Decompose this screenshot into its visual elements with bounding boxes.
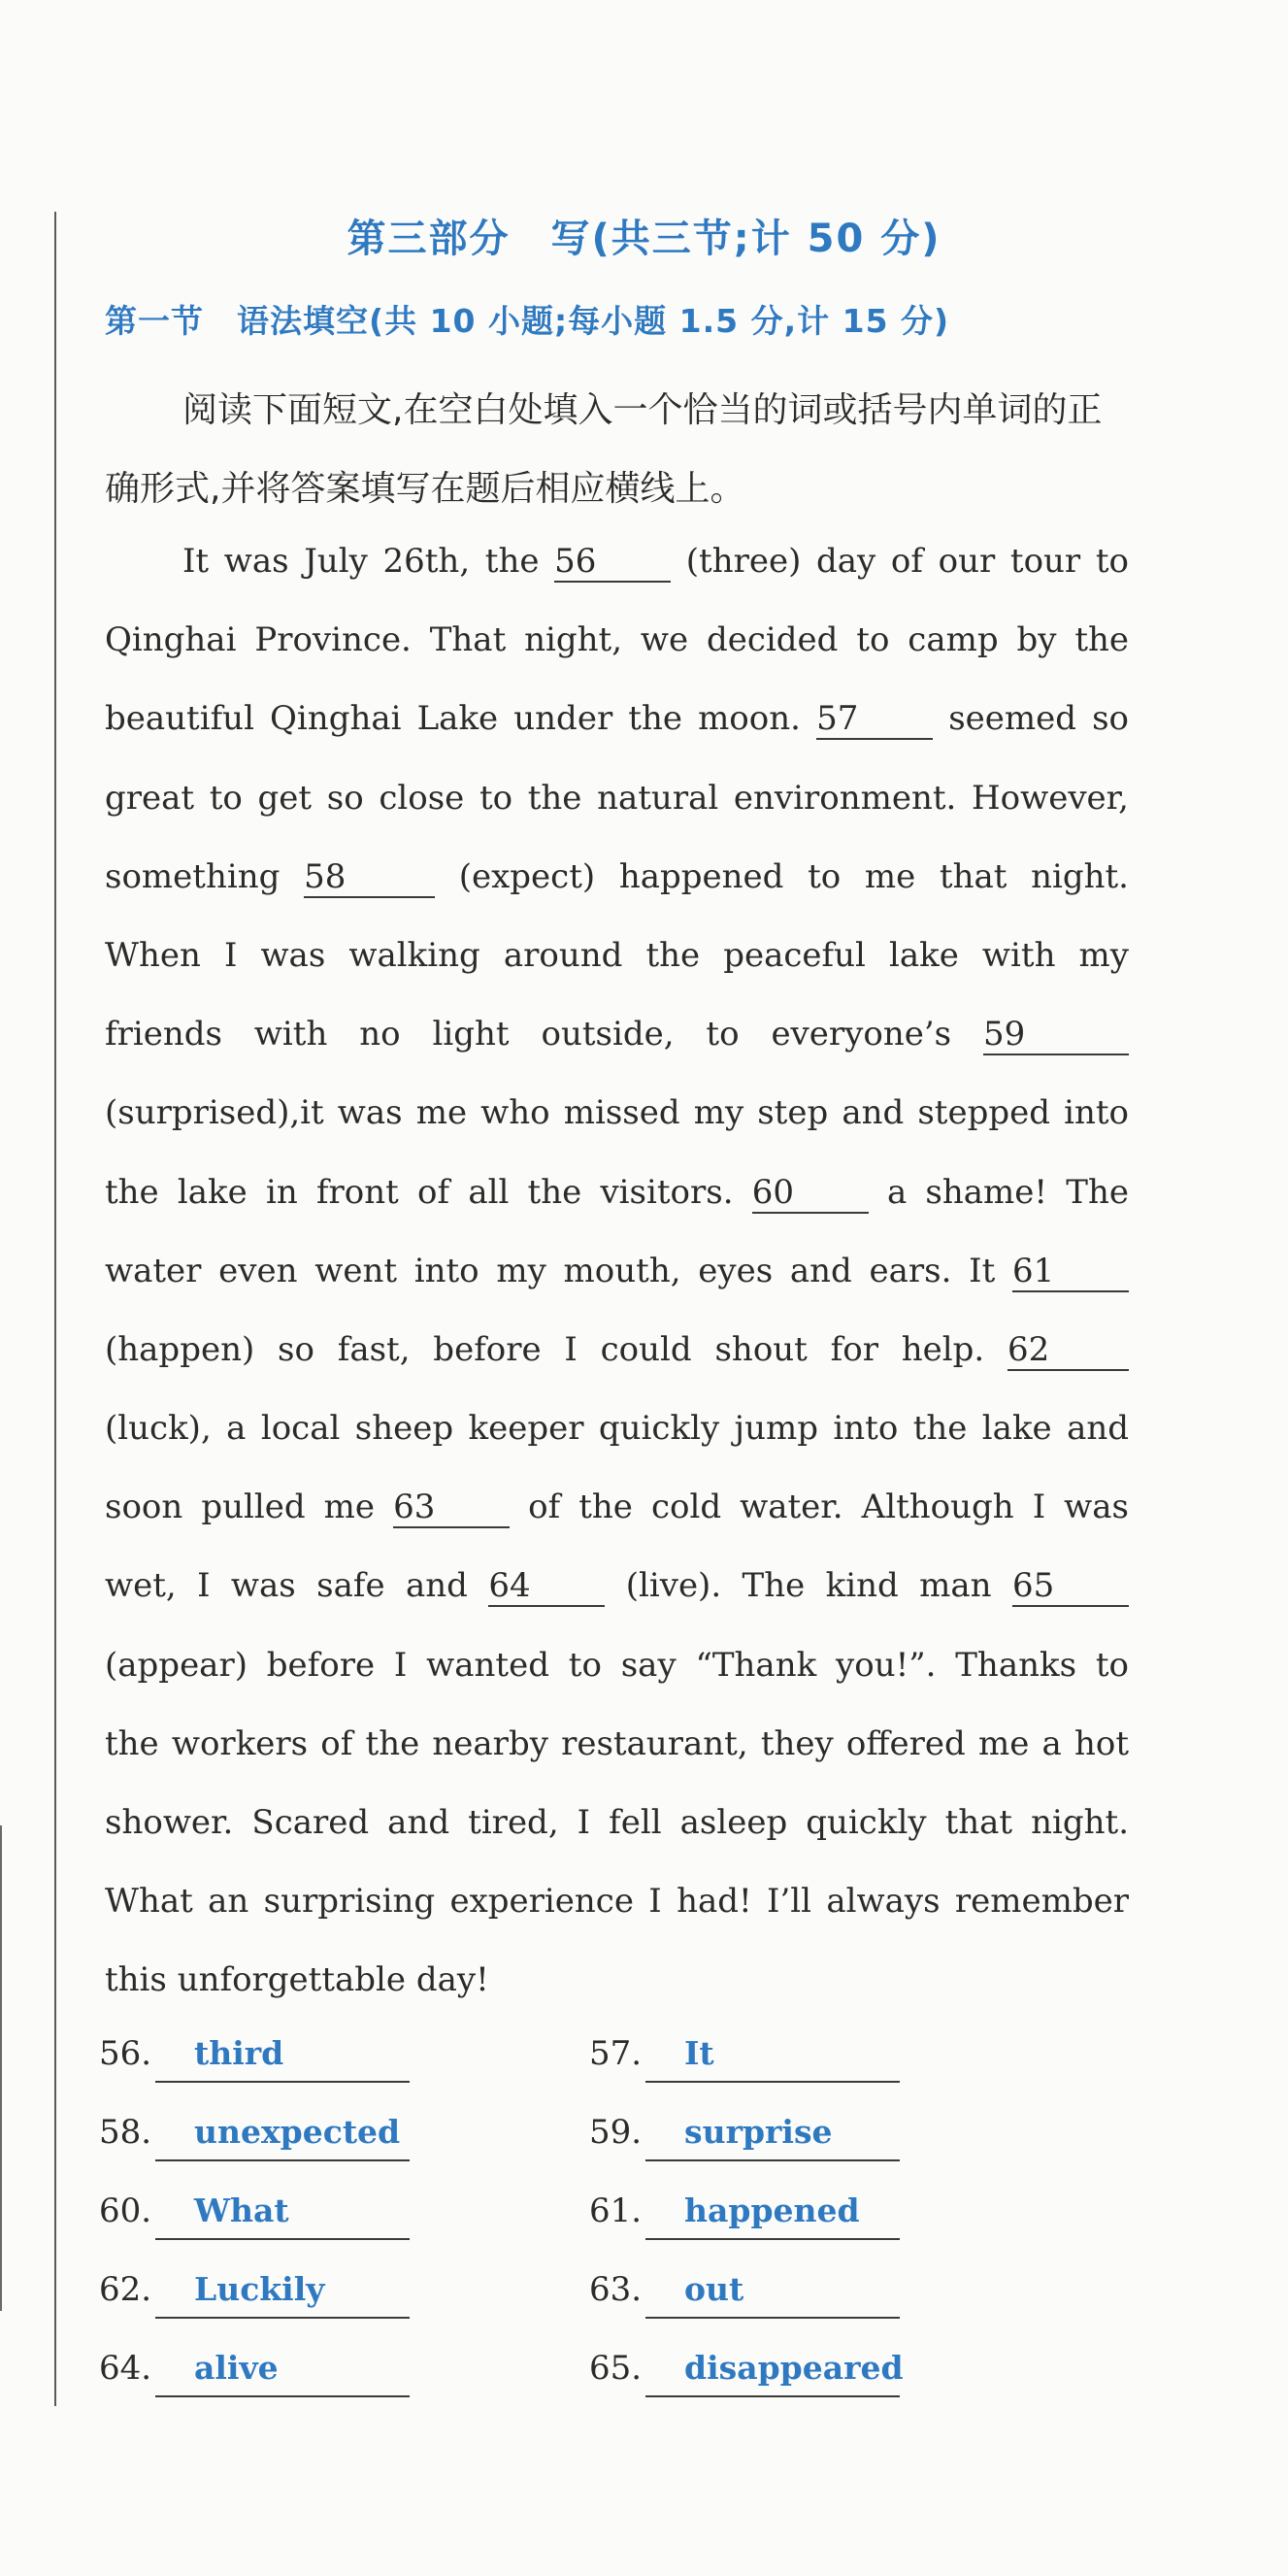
blank-57: 57 — [816, 699, 933, 740]
blank-56: 56 — [554, 542, 671, 583]
passage-text: (expect) happened to me that night. — [458, 856, 1129, 896]
answer-value: surprise — [645, 2105, 900, 2161]
passage-line — [105, 1154, 1129, 1232]
passage-text: the workers of the nearby restaurant, they offered me a hot — [105, 1723, 1129, 1763]
passage-line — [105, 1626, 1129, 1705]
passage-text: (appear) before I wanted to say “Thank you!”. Thanks to — [105, 1645, 1129, 1685]
answer-value: unexpected — [155, 2105, 410, 2161]
answer-value: It — [645, 2026, 900, 2083]
passage-text: something — [105, 856, 281, 896]
passage-line — [105, 1941, 1129, 2020]
passage-line — [105, 917, 1129, 995]
passage-text: water even went into my mouth, eyes and ears. It — [105, 1251, 996, 1290]
answer-number: 63. — [589, 2270, 643, 2309]
passage-line — [105, 1074, 1129, 1153]
answer-item — [589, 2103, 900, 2161]
passage-text: (three) day of our tour to — [685, 542, 1129, 581]
answer-item — [589, 2182, 900, 2240]
answer-value: happened — [645, 2184, 900, 2240]
passage-text: of the cold water. Although I was — [528, 1488, 1130, 1527]
answer-item — [99, 2103, 410, 2161]
answer-number: 62. — [99, 2270, 152, 2309]
passage-line — [105, 522, 1129, 601]
passage-line — [105, 759, 1129, 838]
blank-61: 61 — [1012, 1252, 1129, 1292]
passage-line — [105, 1547, 1129, 1625]
answer-value: What — [155, 2184, 410, 2240]
passage-text: Qinghai Province. That night, we decided to camp by the — [105, 620, 1129, 660]
answer-item — [99, 2024, 410, 2083]
answer-number: 56. — [99, 2034, 152, 2073]
answer-value: Luckily — [155, 2262, 410, 2319]
blank-64: 64 — [488, 1566, 605, 1607]
answer-item — [589, 2339, 904, 2397]
answer-number: 61. — [589, 2191, 643, 2230]
answer-row — [99, 2339, 973, 2418]
passage — [105, 522, 1129, 2021]
answer-value: alive — [155, 2341, 410, 2397]
passage-text: this unforgettable day! — [105, 1960, 489, 2000]
blank-59: 59 — [983, 1015, 1129, 1055]
answer-row — [99, 2024, 973, 2103]
passage-text: a shame! The — [886, 1172, 1129, 1212]
passage-text: the lake in front of all the visitors. — [105, 1172, 734, 1212]
answer-value: third — [155, 2026, 410, 2083]
passage-line — [105, 1232, 1129, 1311]
blank-63: 63 — [393, 1488, 510, 1528]
passage-line — [105, 680, 1129, 758]
page-margin-rule — [54, 212, 56, 2406]
passage-line — [105, 1311, 1129, 1389]
answer-number: 65. — [589, 2349, 643, 2388]
passage-text: What an surprising experience I had! I’ll always remember — [105, 1882, 1129, 1922]
passage-text: soon pulled me — [105, 1488, 376, 1527]
passage-text: friends with no light outside, to everyone’s — [105, 1015, 952, 1054]
blank-65: 65 — [1012, 1566, 1129, 1607]
answer-item — [99, 2182, 410, 2240]
passage-text: When I was walking around the peaceful lake with my — [105, 935, 1129, 975]
answer-item — [99, 2260, 410, 2319]
answer-number: 60. — [99, 2191, 152, 2230]
answer-row — [99, 2182, 973, 2260]
blank-62: 62 — [1007, 1330, 1129, 1371]
answer-item — [589, 2260, 900, 2319]
answer-number: 64. — [99, 2349, 152, 2388]
passage-text: beautiful Qinghai Lake under the moon. — [105, 699, 801, 739]
answer-number: 59. — [589, 2113, 643, 2152]
passage-text: (luck), a local sheep keeper quickly jump into the lake and — [105, 1409, 1129, 1449]
page-edge-rule — [0, 1825, 2, 2311]
passage-text: (surprised),it was me who missed my step and stepped into — [105, 1093, 1129, 1133]
answer-list — [99, 2024, 973, 2418]
answer-number: 57. — [589, 2034, 643, 2073]
answer-number: 58. — [99, 2113, 152, 2152]
answer-row — [99, 2103, 973, 2182]
passage-line — [105, 995, 1129, 1074]
blank-58: 58 — [304, 857, 435, 898]
answer-item — [99, 2339, 410, 2397]
passage-line — [105, 1389, 1129, 1468]
passage-line — [105, 1862, 1129, 1941]
instruction-text: 阅读下面短文,在空白处填入一个恰当的词或括号内单词的正确形式,并将答案填写在题后相应横线上。 — [105, 390, 1103, 509]
part-title: 第三部分 写(共三节;计 50 分) — [347, 217, 941, 261]
blank-60: 60 — [752, 1173, 869, 1214]
passage-line — [105, 838, 1129, 917]
answer-value: disappeared — [645, 2341, 900, 2397]
passage-line — [105, 1468, 1129, 1547]
passage-line — [105, 1784, 1129, 1862]
passage-text: shower. Scared and tired, I fell asleep quickly that night. — [105, 1803, 1129, 1842]
passage-text: (happen) so fast, before I could shout for help. — [105, 1329, 985, 1369]
section-title: 第一节 语法填空(共 10 小题;每小题 1.5 分,计 15 分) — [105, 302, 950, 340]
answer-item — [589, 2024, 900, 2083]
answer-value: out — [645, 2262, 900, 2319]
passage-line — [105, 1705, 1129, 1784]
passage-text: seemed so — [948, 699, 1130, 739]
passage-text: (live). The kind man — [625, 1566, 992, 1606]
answer-row — [99, 2260, 973, 2339]
passage-text: It was July 26th, the — [182, 542, 540, 581]
passage-text: wet, I was safe and — [105, 1566, 468, 1606]
passage-text: great to get so close to the natural environment. However, — [105, 778, 1129, 818]
passage-line — [105, 601, 1129, 680]
